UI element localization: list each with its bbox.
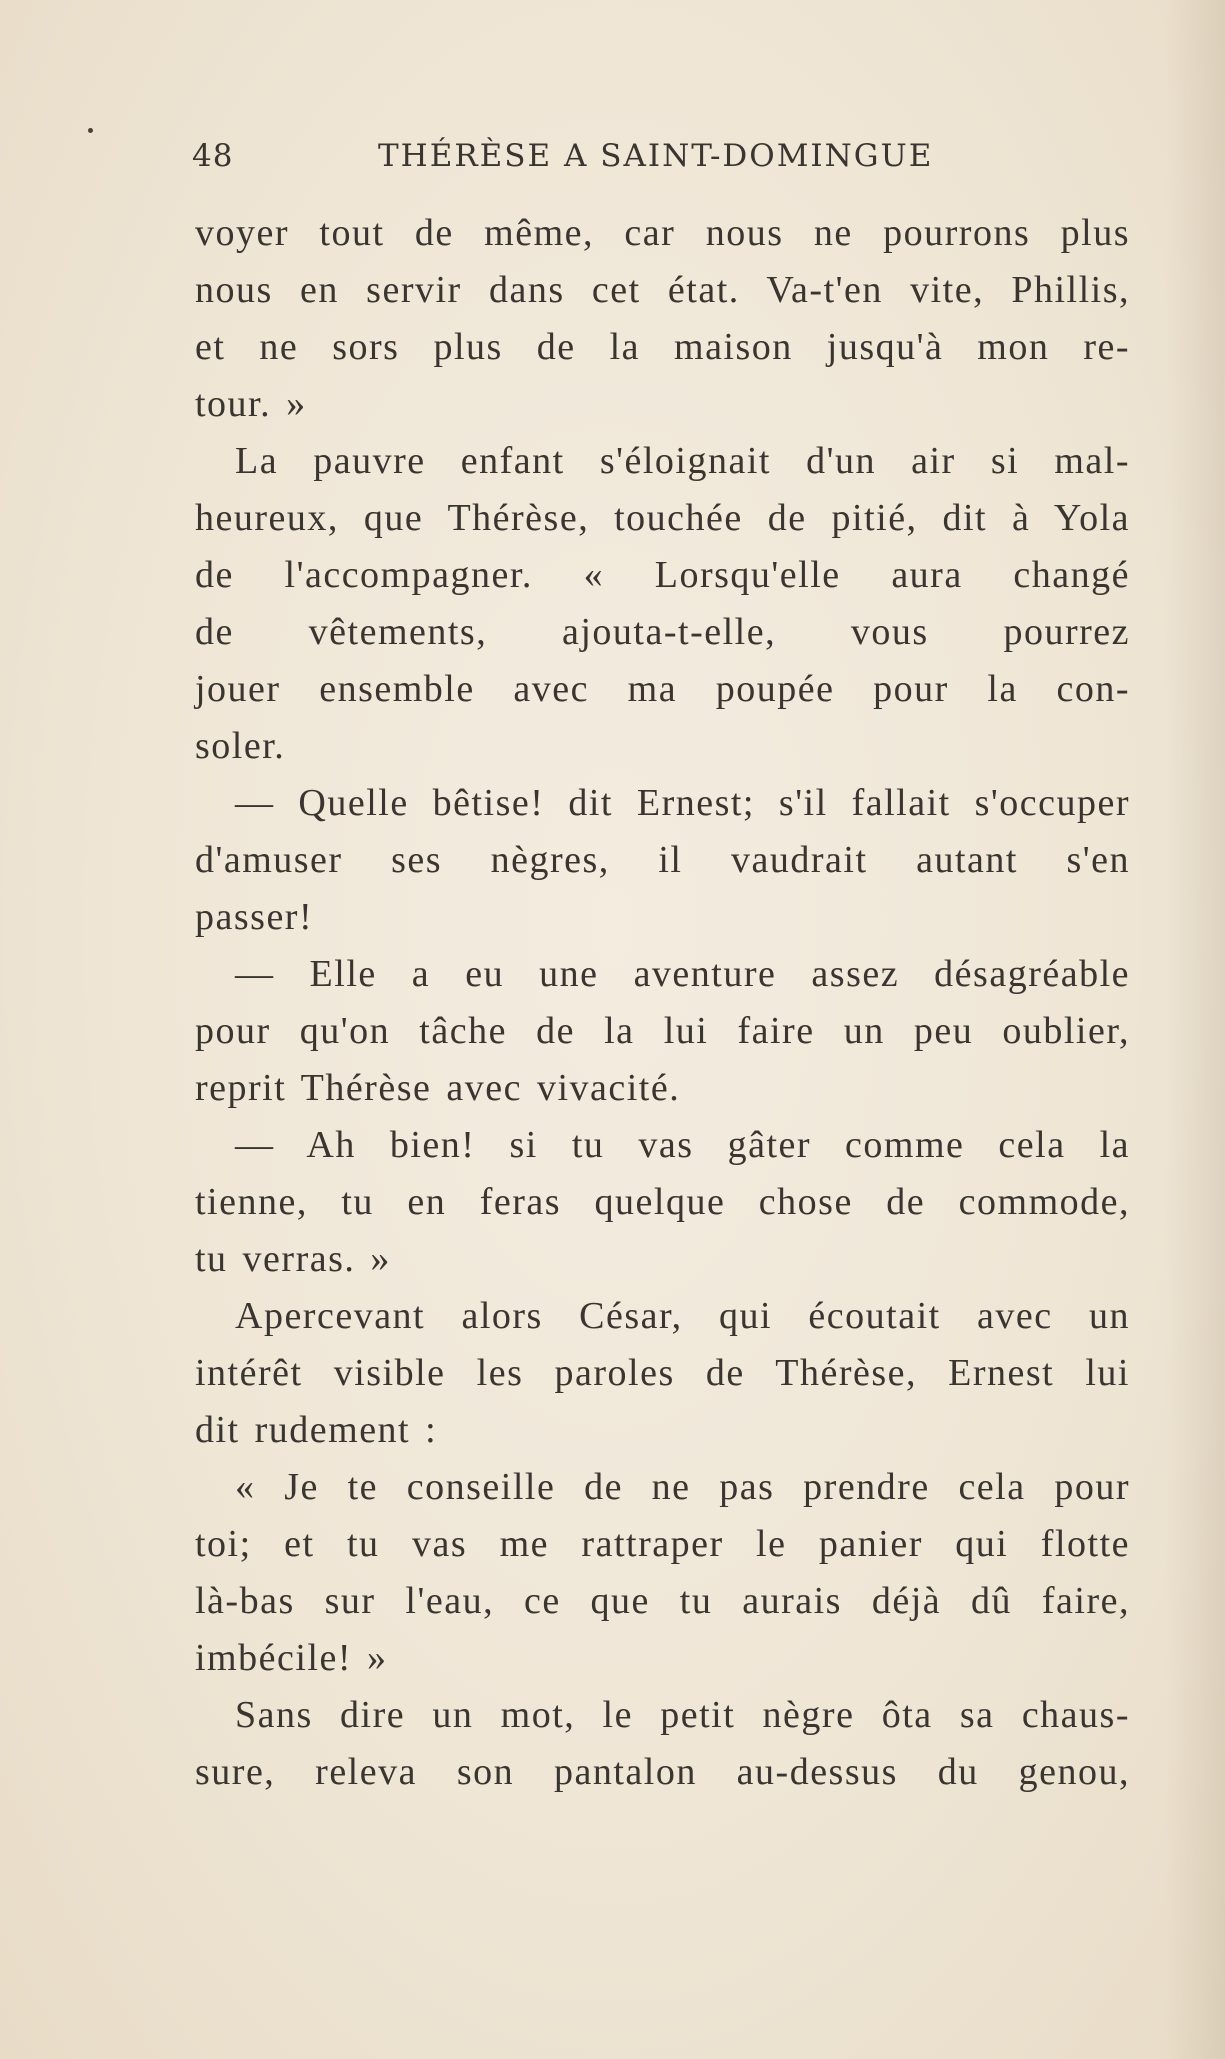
ink-speck xyxy=(88,128,93,133)
text-line: là-bas sur l'eau, ce que tu aurais déjà dû faire, xyxy=(195,1580,1130,1622)
text-line: imbécile! » xyxy=(195,1637,388,1679)
text-line: jouer ensemble avec ma poupée pour la con- xyxy=(195,668,1130,710)
text-line: tu verras. » xyxy=(195,1238,391,1280)
text-line: La pauvre enfant s'éloignait d'un air si mal- xyxy=(235,440,1130,482)
text-line: de l'accompagner. « Lorsqu'elle aura changé xyxy=(195,554,1130,596)
text-line: voyer tout de même, car nous ne pourrons plus xyxy=(195,212,1130,254)
text-line: pour qu'on tâche de la lui faire un peu oublier, xyxy=(195,1010,1130,1052)
text-line: « Je te conseille de ne pas prendre cela pour xyxy=(235,1466,1130,1508)
running-title: THÉRÈSE A SAINT-DOMINGUE xyxy=(378,138,934,174)
text-line: toi; et tu vas me rattraper le panier qui flotte xyxy=(195,1523,1130,1565)
text-line: — Ah bien! si tu vas gâter comme cela la xyxy=(235,1124,1130,1166)
page-number: 48 xyxy=(192,138,234,174)
text-line: soler. xyxy=(195,725,286,767)
page-edge-shadow xyxy=(1165,0,1225,2059)
text-line: sure, releva son pantalon au-dessus du genou, xyxy=(195,1751,1130,1793)
text-line: Apercevant alors César, qui écoutait avec un xyxy=(235,1295,1130,1337)
text-line: — Quelle bêtise! dit Ernest; s'il fallait s'occuper xyxy=(235,782,1130,824)
text-line: de vêtements, ajouta-t-elle, vous pourrez xyxy=(195,611,1130,653)
text-line: Sans dire un mot, le petit nègre ôta sa chaus- xyxy=(235,1694,1130,1736)
text-line: tour. » xyxy=(195,383,307,425)
text-line: nous en servir dans cet état. Va-t'en vite, Phillis, xyxy=(195,269,1130,311)
text-line: passer! xyxy=(195,896,314,938)
page-header xyxy=(192,138,962,182)
text-line: tienne, tu en feras quelque chose de commode, xyxy=(195,1181,1130,1223)
text-line: d'amuser ses nègres, il vaudrait autant s'en xyxy=(195,839,1130,881)
text-line: reprit Thérèse avec vivacité. xyxy=(195,1067,681,1109)
text-line: intérêt visible les paroles de Thérèse, Ernest lui xyxy=(195,1352,1130,1394)
text-line: dit rudement : xyxy=(195,1409,438,1451)
text-line: et ne sors plus de la maison jusqu'à mon re- xyxy=(195,326,1130,368)
text-line: — Elle a eu une aventure assez désagréable xyxy=(235,953,1130,995)
text-line: heureux, que Thérèse, touchée de pitié, dit à Yola xyxy=(195,497,1130,539)
body-text xyxy=(195,205,1130,1801)
